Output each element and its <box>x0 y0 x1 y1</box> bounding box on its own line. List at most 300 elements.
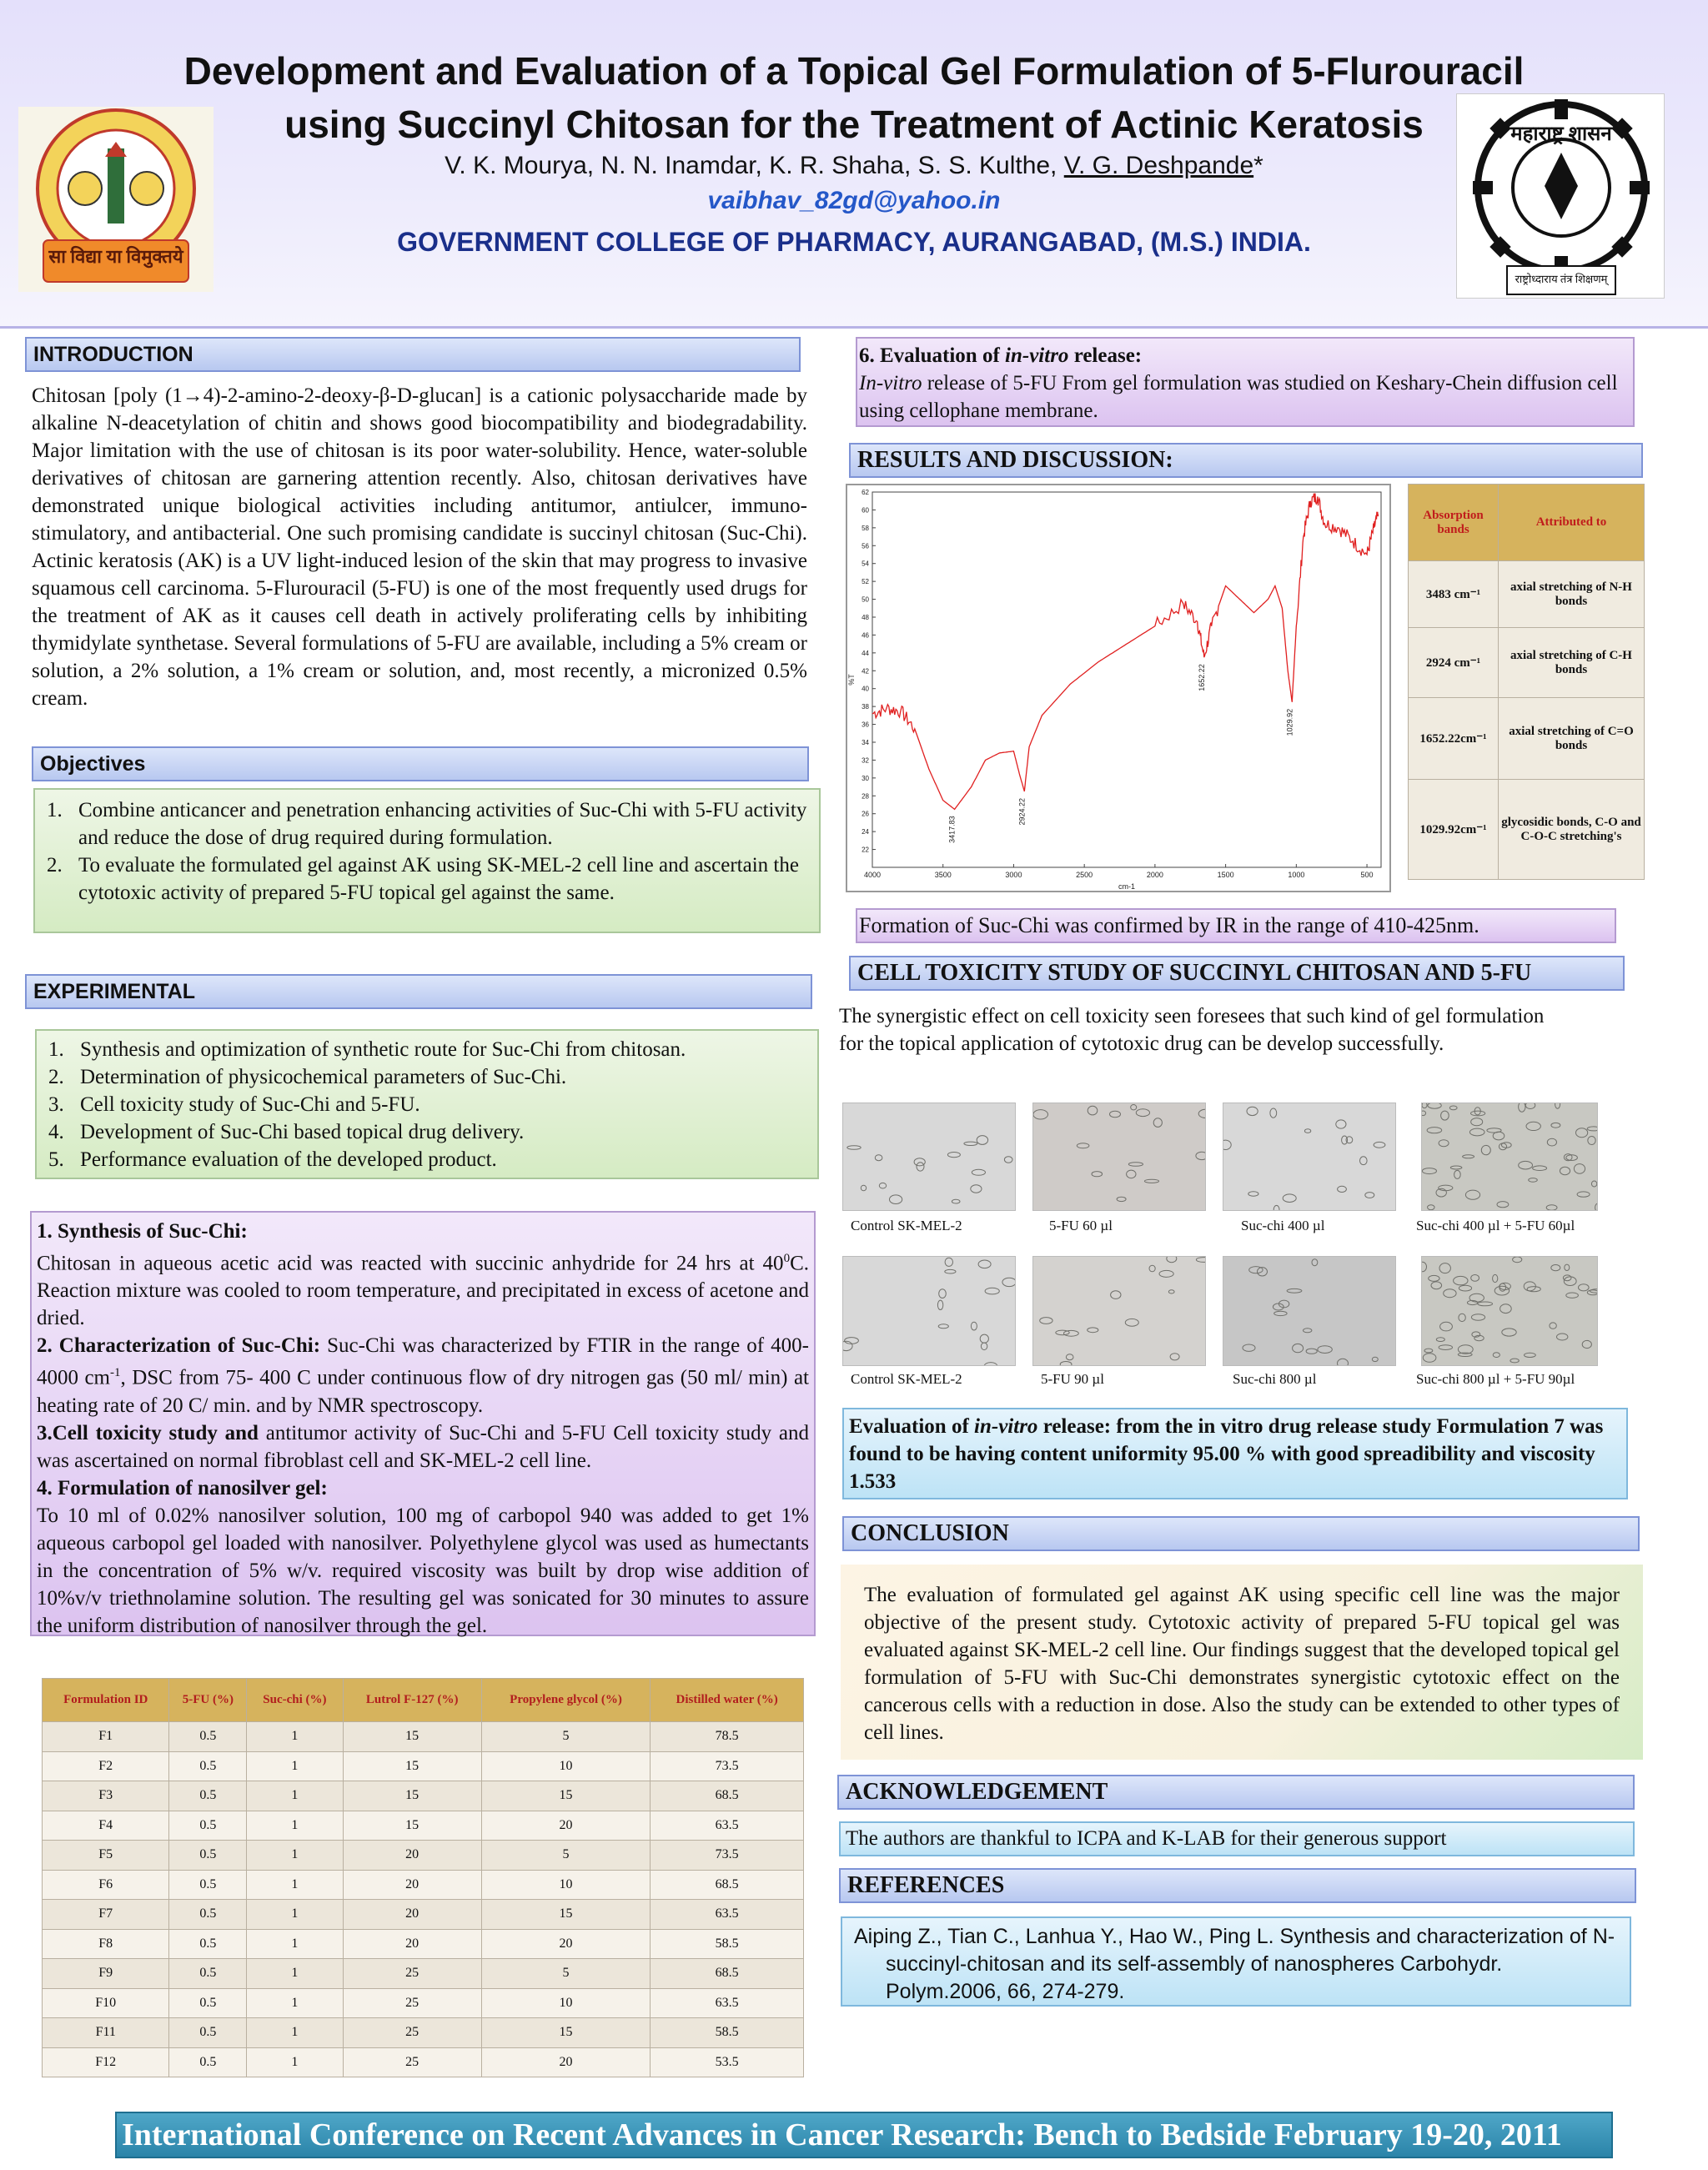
y-tick-label: 58 <box>862 524 869 532</box>
cell-shape <box>1493 1353 1500 1358</box>
caption: 5-FU 60 µl <box>1049 1218 1113 1233</box>
cell-shape <box>1088 1328 1098 1333</box>
cell-shape <box>1424 1349 1433 1353</box>
college-logo <box>18 107 214 292</box>
cell-shape <box>1500 1304 1512 1314</box>
experimental-list <box>48 1036 806 1173</box>
cell-toxicity-text: The synergistic effect on cell toxicity seen foresees that such kind of gel formulation for the topical application of cytotoxic drug can be develop successfully. <box>839 1005 1545 1055</box>
table-cell: 1 <box>247 1751 343 1781</box>
conference-footer: International Conference on Recent Advances in Cancer Research: Bench to Bedside February 19-20, 2011 <box>115 2112 1613 2158</box>
cell-shape <box>1560 1167 1570 1174</box>
cell-shape <box>1577 1192 1590 1197</box>
micrograph-succhi-400 <box>1223 1103 1396 1211</box>
table-cell: 1 <box>247 1900 343 1930</box>
y-tick-label: 22 <box>862 846 869 854</box>
cell-shape <box>1555 1103 1560 1108</box>
cell-shape <box>1159 1270 1173 1277</box>
cell-shape <box>1566 1293 1579 1298</box>
cell-shape <box>971 1185 982 1193</box>
cell-shape <box>890 1195 902 1204</box>
cell-shape <box>1439 1345 1452 1350</box>
y-tick-label: 46 <box>862 631 869 640</box>
x-tick-label: 2500 <box>1076 871 1093 879</box>
table-cell: 1 <box>247 1988 343 2018</box>
cell-shape <box>1471 1314 1484 1321</box>
cell-shape <box>1493 1132 1505 1140</box>
cell-shape <box>1465 1190 1479 1199</box>
table-cell: 58.5 <box>651 2018 804 2048</box>
x-tick-label: 2000 <box>1146 871 1163 879</box>
cell-shape <box>1365 1193 1374 1198</box>
list-item: 2. Determination of physicochemical parameters of Suc-Chi. <box>48 1066 567 1088</box>
table-row <box>43 2018 804 2048</box>
cell-shape <box>1422 1262 1427 1272</box>
cell-shape <box>1564 1277 1576 1286</box>
cell-shape <box>1563 1275 1571 1281</box>
x-axis-label: cm-1 <box>1118 882 1135 891</box>
cell-shape <box>1429 1275 1439 1281</box>
cell-shape <box>1002 1278 1016 1286</box>
x-tick-label: 1000 <box>1288 871 1305 879</box>
ir-caption: Formation of Suc-Chi was confirmed by IR in the range of 410-425nm. <box>856 908 1616 943</box>
emblem-bottom-text: राष्ट्रोध्दाराय तंत्र शिक्षणम् <box>1515 273 1608 285</box>
cell-shape <box>1338 1359 1349 1366</box>
cell-shape <box>1117 1197 1126 1201</box>
list-item: 1. Combine anticancer and penetration enhancing activities of Suc-Chi with 5-FU activity and reduce the dose of drug required during formulation. <box>47 799 807 849</box>
table-cell: F3 <box>43 1781 169 1811</box>
cell-toxicity-title: 3.Cell toxicity study and <box>37 1421 259 1444</box>
cell-shape <box>1595 1203 1598 1211</box>
col-header: Suc-chi (%) <box>247 1679 343 1722</box>
cell-shape <box>1440 1322 1453 1331</box>
cell-shape <box>1582 1340 1591 1348</box>
cell-shape <box>1422 1111 1426 1116</box>
cell-shape <box>1472 1332 1480 1337</box>
cell-shape <box>1092 1172 1103 1177</box>
ir-spectrum-chart <box>846 484 1391 892</box>
cell-shape <box>1591 1181 1596 1187</box>
cell-shape <box>1546 1205 1557 1210</box>
table-cell: 25 <box>343 2047 481 2077</box>
table-cell: 0.5 <box>169 1929 247 1959</box>
invitro-title: 6. Evaluation of in-vitro release: <box>859 344 1143 367</box>
table-cell: 58.5 <box>651 1929 804 1959</box>
table-cell: 73.5 <box>651 1751 804 1781</box>
cell-shape <box>1273 1205 1279 1211</box>
y-tick-label: 40 <box>862 685 869 693</box>
cell-shape <box>984 1363 997 1366</box>
cell-shape <box>1499 1143 1506 1150</box>
col-header: Propylene glycol (%) <box>481 1679 650 1722</box>
introduction-text: Chitosan [poly (1→4)-2-amino-2-deoxy-β-D-glucan] is a cationic polysaccharide made by alkaline N-deacetylation of chitin and shows good biocompatibility and biodegradability. Major limitation with the use of chitosan is its poor water-solubility. Hence, water-soluble derivatives of chitosan are garnering attention recently. Also, chitosan derivatives have demonstrated unique biological activities including antitumor, antiulcer, immuno-stimulatory, and antibacterial. One such promising candidate is succinyl chitosan (Suc-Chi). Actinic keratosis (AK) is a UV light-induced lesion of the skin that may progress to invasive squamous cell carcinoma. 5-Flurouracil (5-FU) is one of the most frequently used drugs for the treatment of AK as it causes cell death in actively proliferating cells by inhibiting thymidylate synthetase. Several formulations of 5-FU are available, including a 5% cream or solution, a 2% solution, a 1% cream or solution, and, most recently, a micronized 0.5% cream. <box>32 384 807 710</box>
cell-shape <box>1153 1118 1162 1128</box>
x-tick-label: 3500 <box>934 871 952 879</box>
cell-shape <box>861 1185 866 1191</box>
col-header: Lutrol F-127 (%) <box>343 1679 481 1722</box>
table-cell: 0.5 <box>169 1959 247 1989</box>
cell-shape <box>972 1169 985 1175</box>
cell-shape <box>1454 1170 1461 1178</box>
col-header: 5-FU (%) <box>169 1679 247 1722</box>
table-cell: 5 <box>481 1722 650 1752</box>
acknowledgement-heading: ACKNOWLEDGEMENT <box>837 1775 1635 1810</box>
table-row <box>43 2047 804 2077</box>
cell-shape <box>1283 1194 1296 1203</box>
table-cell: 0.5 <box>169 1988 247 2018</box>
cell-shape <box>1471 1275 1479 1282</box>
caption: Suc-chi 800 µl + 5-FU 90µl <box>1416 1371 1575 1387</box>
formulation-title: 4. Formulation of nanosilver gel: <box>37 1476 328 1499</box>
table-cell: 25 <box>343 1959 481 1989</box>
table-cell: 10 <box>481 1870 650 1900</box>
cell-shape <box>917 1163 924 1171</box>
table-cell: 63.5 <box>651 1900 804 1930</box>
cell-shape <box>1248 1192 1258 1196</box>
y-tick-label: 50 <box>862 595 869 604</box>
table-cell: 63.5 <box>651 1988 804 2018</box>
table-cell: 0.5 <box>169 1841 247 1871</box>
acknowledgement-text: The authors are thankful to ICPA and K-LAB for their generous support <box>839 1821 1635 1856</box>
table-cell: 15 <box>343 1781 481 1811</box>
cell-shape <box>1125 1319 1138 1326</box>
logo-motto: सा विद्या या विमुक्तये <box>48 246 183 267</box>
caption: Control SK-MEL-2 <box>851 1218 962 1233</box>
cell-shape <box>1223 1140 1231 1149</box>
cell-shape <box>1312 1259 1318 1266</box>
maharashtra-emblem <box>1456 93 1665 299</box>
cell-shape <box>947 1153 960 1158</box>
y-axis-label: %T <box>847 674 856 686</box>
references-heading: REFERENCES <box>839 1868 1636 1903</box>
cell-shape <box>1374 1142 1385 1148</box>
micrograph-control-1 <box>842 1103 1016 1211</box>
cell-shape <box>1273 1304 1284 1310</box>
col-header: Distilled water (%) <box>651 1679 804 1722</box>
cell-shape <box>1481 1145 1490 1154</box>
cell-shape <box>1533 1166 1547 1171</box>
table-cell: F7 <box>43 1900 169 1930</box>
table-cell: 1 <box>247 1811 343 1841</box>
results-heading: RESULTS AND DISCUSSION: <box>849 443 1643 478</box>
invitro-text: In-vitro release of 5-FU From gel formulation was studied on Keshary-Chein diffusion cell using cellophane membrane. <box>859 372 1618 422</box>
y-tick-label: 24 <box>862 828 869 836</box>
cell-shape <box>1131 1105 1137 1110</box>
table-row <box>43 1751 804 1781</box>
cell-shape <box>1502 1329 1516 1336</box>
cell-shape <box>1287 1288 1302 1293</box>
cell-shape <box>1060 1362 1072 1367</box>
cell-shape <box>1088 1106 1098 1115</box>
table-cell: 1 <box>247 1841 343 1871</box>
table-cell: 0.5 <box>169 1722 247 1752</box>
cell-shape <box>1423 1354 1436 1363</box>
cell-shape <box>847 1146 861 1150</box>
formulation-table <box>42 1678 804 2077</box>
cell-shape <box>1565 1264 1570 1270</box>
table-cell: 1 <box>247 2018 343 2048</box>
table-cell: F8 <box>43 1929 169 1959</box>
table-cell: F1 <box>43 1722 169 1752</box>
cell-shape <box>1428 1205 1434 1210</box>
peak-label: 3417.83 <box>947 816 957 843</box>
cell-shape <box>1449 1106 1457 1110</box>
email-link[interactable]: vaibhav_82gd@yahoo.in <box>707 187 1001 214</box>
ir-bands-table <box>1408 484 1645 880</box>
table-cell: 53.5 <box>651 2047 804 2077</box>
table-cell: F12 <box>43 2047 169 2077</box>
table-cell: 0.5 <box>169 1900 247 1930</box>
list-item: 5. Performance evaluation of the developed product. <box>48 1148 497 1171</box>
table-cell: 1 <box>247 1929 343 1959</box>
table-cell: 10 <box>481 1988 650 2018</box>
cell-shape <box>1510 1359 1519 1363</box>
y-tick-label: 26 <box>862 810 869 818</box>
cell-shape <box>1149 1265 1155 1272</box>
y-tick-label: 34 <box>862 739 869 746</box>
conclusion-heading: CONCLUSION <box>842 1516 1640 1551</box>
micrograph-5fu-90 <box>1032 1256 1206 1366</box>
table-cell: 20 <box>481 2047 650 2077</box>
cell-shape <box>1493 1274 1498 1282</box>
table-cell: F4 <box>43 1811 169 1841</box>
cell-shape <box>1270 1108 1277 1118</box>
table-cell: F9 <box>43 1959 169 1989</box>
reference-item: Aiping Z., Tian C., Lanhua Y., Hao W., Ping L. Synthesis and characterization of N-succinyl-chitosan and its self-assembly of nanospheres Carbohydr. Polym.2006, 66, 274-279. <box>854 1925 1615 2003</box>
table-cell: 63.5 <box>651 1811 804 1841</box>
cell-shape <box>1127 1170 1136 1178</box>
cell-shape <box>1422 1103 1427 1108</box>
ir-spectrum-line <box>872 494 1379 810</box>
cell-shape <box>1004 1157 1012 1163</box>
formulation-table-body <box>43 1722 804 2077</box>
cell-shape <box>1249 1267 1263 1273</box>
experimental-heading: EXPERIMENTAL <box>25 974 812 1009</box>
cell-shape <box>1170 1354 1179 1360</box>
table-cell: 1 <box>247 2047 343 2077</box>
cell-shape <box>1471 1118 1483 1126</box>
cell-shape <box>1439 1140 1449 1147</box>
cell-shape <box>1064 1330 1079 1336</box>
cell-shape <box>1469 1128 1484 1136</box>
cell-shape <box>1304 1329 1312 1333</box>
cell-shape <box>1077 1143 1089 1148</box>
cell-shape <box>1547 1138 1556 1146</box>
cell-shape <box>985 1288 999 1294</box>
cell-shape <box>1459 1285 1471 1291</box>
table-cell: 5 <box>481 1959 650 1989</box>
y-tick-label: 32 <box>862 756 869 765</box>
cell-shape <box>1243 1344 1255 1351</box>
y-tick-label: 28 <box>862 792 869 801</box>
cell-shape <box>977 1136 987 1145</box>
y-tick-label: 36 <box>862 721 869 729</box>
y-tick-label: 38 <box>862 703 869 711</box>
cell-shape <box>1247 1107 1258 1115</box>
list-item: 4. Development of Suc-Chi based topical drug delivery. <box>48 1121 525 1143</box>
cell-shape <box>1525 1353 1536 1357</box>
college-name: GOVERNMENT COLLEGE OF PHARMACY, AURANGABAD, (M.S.) INDIA. <box>397 227 1311 257</box>
table-cell: F11 <box>43 2018 169 2048</box>
objectives-list <box>47 796 807 907</box>
cell-shape <box>1040 1318 1052 1324</box>
cell-shape <box>1033 1110 1048 1119</box>
cell-shape <box>1360 1157 1368 1165</box>
cell-shape <box>1439 1263 1450 1273</box>
experimental-box <box>35 1029 819 1179</box>
cell-shape <box>938 1324 948 1329</box>
micrograph-5fu-60 <box>1032 1103 1206 1211</box>
asterisk: * <box>1253 152 1263 179</box>
cell-shape <box>1463 1155 1474 1158</box>
cell-shape <box>1066 1354 1073 1360</box>
cell-shape <box>980 1334 988 1343</box>
author-list: V. K. Mourya, N. N. Inamdar, K. R. Shaha, S. S. Kulthe, <box>445 152 1057 179</box>
y-tick-label: 56 <box>862 542 869 550</box>
cell-shape <box>1574 1164 1585 1174</box>
cell-shape <box>945 1269 956 1273</box>
table-row <box>43 1781 804 1811</box>
cell-shape <box>1274 1311 1287 1315</box>
table-cell: 15 <box>343 1751 481 1781</box>
corresponding-author: V. G. Deshpande <box>1063 152 1254 179</box>
cell-shape <box>1587 1127 1598 1131</box>
cell-shape <box>843 1341 852 1350</box>
cell-shape <box>1196 1152 1206 1159</box>
table-row <box>43 1900 804 1930</box>
evaluation-result-box: Evaluation of in-vitro release: from the in vitro drug release study Formulation 7 was found to be having content uniformity 95.00 % with good spreadibility and viscosity 1.533 <box>842 1408 1628 1499</box>
y-tick-label: 62 <box>862 489 869 496</box>
y-tick-label: 30 <box>862 774 869 782</box>
cell-shape <box>1579 1284 1590 1291</box>
poster-header <box>0 0 1708 329</box>
cell-shape <box>937 1300 942 1309</box>
caption: Suc-chi 400 µl + 5-FU 60µl <box>1416 1218 1575 1233</box>
table-cell: 10 <box>481 1751 650 1781</box>
x-tick-label: 1500 <box>1217 871 1234 879</box>
cell-shape <box>1428 1103 1441 1108</box>
cell-shape <box>1168 1290 1174 1293</box>
cell-shape <box>879 1183 886 1188</box>
cell-shape <box>1478 1302 1493 1306</box>
table-row <box>43 1870 804 1900</box>
table-cell: 78.5 <box>651 1722 804 1752</box>
conclusion-box <box>841 1565 1643 1760</box>
caption: Control SK-MEL-2 <box>851 1371 962 1387</box>
synthesis-text: Chitosan in aqueous acetic acid was reacted with succinic anhydride for 24 hrs at 40 <box>37 1252 784 1275</box>
x-tick-label: 500 <box>1360 871 1374 879</box>
table-row <box>43 1811 804 1841</box>
cell-shape <box>939 1289 947 1298</box>
caption: Suc-chi 400 µl <box>1241 1218 1325 1233</box>
cell-shape <box>1557 1334 1568 1340</box>
list-item: 3. Cell toxicity study of Suc-Chi and 5-FU. <box>48 1093 420 1116</box>
table-cell: 20 <box>343 1870 481 1900</box>
characterization-title: 2. Characterization of Suc-Chi: <box>37 1334 321 1358</box>
table-row <box>43 1722 804 1752</box>
peak-label: 1029.92 <box>1285 708 1294 736</box>
cell-shape <box>1459 1314 1465 1321</box>
cell-shape <box>1338 1186 1347 1192</box>
cell-shape <box>1441 1111 1449 1120</box>
cell-shape <box>1304 1129 1310 1133</box>
cell-shape <box>1336 1120 1346 1128</box>
table-cell: 15 <box>481 2018 650 2048</box>
cell-shape <box>1306 1349 1317 1354</box>
objectives-box <box>33 788 821 933</box>
table-header-row <box>43 1679 804 1722</box>
table-cell: 1 <box>247 1722 343 1752</box>
plot-frame <box>872 492 1381 867</box>
y-tick-label: 48 <box>862 614 869 621</box>
micrograph-combo-2 <box>1421 1256 1598 1366</box>
table-cell: 68.5 <box>651 1870 804 1900</box>
table-cell: 25 <box>343 2018 481 2048</box>
poster-title-line-1: Development and Evaluation of a Topical Gel Formulation of 5-Flurouracil <box>183 49 1525 93</box>
table-cell: 0.5 <box>169 1751 247 1781</box>
methods-box: 1. Synthesis of Suc-Chi: Chitosan in aqueous acetic acid was reacted with succinic anhydride for 24 hrs at $40^0C$. Reaction mixture was cooled to room temperature, and precipitated in excess of acetone and dried. 2. Characterization of Suc-Chi: Suc-Chi was characterized by FTIR in the range of 400-4000 $cm^{-1}$, DSC from 75- 400 C under continuous flow of dry nitrogen gas (50 ml/ min) at heating rate of 20 C/ min. and by NMR spectroscopy. 3.Cell toxicity study and antitumor activity of Suc-Chi and 5-FU Cell toxicity study and was ascertained on normal fibroblast cell and SK-MEL-2 cell line. 4. Formulation of nanosilver gel: To 10 ml of 0.02% nanosilver solution, 100 mg of carbopol 940 was added to get 1% aqueous carbopol gel loaded with nanosilver. Polyethylene glycol was used as humectants in the concentration of 5% w/v. required viscosity was built by drop wise addition of 10%v/v triethnolamine solution. The resulting gel was sonicated for 30 minutes to assure the uniform distribution of nanosilver through the gel. <box>30 1211 816 1636</box>
table-cell: 15 <box>481 1781 650 1811</box>
ir-col-header-attributed: Attributed to <box>1499 485 1645 561</box>
cell-toxicity-heading: CELL TOXICITY STUDY OF SUCCINYL CHITOSAN AND 5-FU <box>849 956 1625 991</box>
table-cell: F5 <box>43 1841 169 1871</box>
cell-shape <box>1136 1109 1149 1117</box>
cell-shape <box>1128 1163 1143 1167</box>
authors <box>0 152 1708 180</box>
cell-shape <box>1529 1178 1538 1183</box>
cell-shape <box>1372 1357 1378 1361</box>
cell-shape <box>1450 1166 1462 1169</box>
cell-shape <box>1342 1136 1348 1144</box>
cell-shape <box>1198 1109 1206 1118</box>
conclusion-text: The evaluation of formulated gel against AK using specific cell line was the major objective of the present study. Cytotoxic activity of prepared 5-FU topical gel was evaluated against SK-MEL-2 cell line. Our findings suggest that the developed topical gel formulation of 5-FU with Suc-Chi demonstrates synergistic cytotoxic effect on the cancerous cells with a reduction in dose. Also the study can be extended to other types of cell lines. <box>864 1584 1620 1744</box>
formulation-text: To 10 ml of 0.02% nanosilver solution, 100 mg of carbopol 940 was added to get 1% aqueous carbopol gel loaded with nanosilver. Polyethylene glycol was used as humectants in the concentration of 5% w/v. required viscosity was built by drop wise addition of 10%v/v triethnolamine solution. The resulting gel was sonicated for 30 minutes to assure the uniform distribution of nanosilver through the gel. <box>37 1504 809 1637</box>
cell-shape <box>945 1258 952 1266</box>
cell-shape <box>1494 1286 1509 1295</box>
cell-shape <box>1144 1179 1158 1183</box>
invitro-box <box>856 337 1635 427</box>
table-cell: 1 <box>247 1870 343 1900</box>
table-row: 1029.92cm⁻¹ glycosidic bonds, C-O and C-O-C stretching's <box>1409 780 1645 880</box>
cell-shape <box>964 1142 977 1145</box>
table-cell: 68.5 <box>651 1959 804 1989</box>
ir-col-header-bands: Absorption bands <box>1409 485 1499 561</box>
cell-shape <box>1526 1122 1540 1130</box>
table-cell: F6 <box>43 1870 169 1900</box>
x-tick-label: 3000 <box>1005 871 1022 879</box>
caption: Suc-chi 800 µl <box>1233 1371 1317 1387</box>
table-cell: 20 <box>343 1841 481 1871</box>
cell-shape <box>1196 1258 1206 1263</box>
table-cell: F2 <box>43 1751 169 1781</box>
cell-shape <box>1318 1346 1332 1354</box>
table-cell: 68.5 <box>651 1781 804 1811</box>
table-cell: 73.5 <box>651 1841 804 1871</box>
cell-shape <box>1525 1103 1535 1109</box>
table-row <box>43 1929 804 1959</box>
list-item: 1. Synthesis and optimization of synthetic route for Suc-Chi from chitosan. <box>48 1038 686 1061</box>
table-cell: 0.5 <box>169 2018 247 2048</box>
cell-shape <box>1551 1123 1560 1128</box>
micrograph-succhi-800 <box>1223 1256 1396 1366</box>
table-cell: 25 <box>343 1988 481 2018</box>
micrograph-combo-1 <box>1421 1103 1598 1211</box>
emblem-top-text: महाराष्ट्र शासन <box>1510 123 1612 145</box>
cell-shape <box>1111 1291 1121 1299</box>
references-box <box>841 1916 1631 2007</box>
y-tick-label: 60 <box>862 506 869 515</box>
table-row <box>43 1959 804 1989</box>
cell-shape <box>952 1199 960 1203</box>
